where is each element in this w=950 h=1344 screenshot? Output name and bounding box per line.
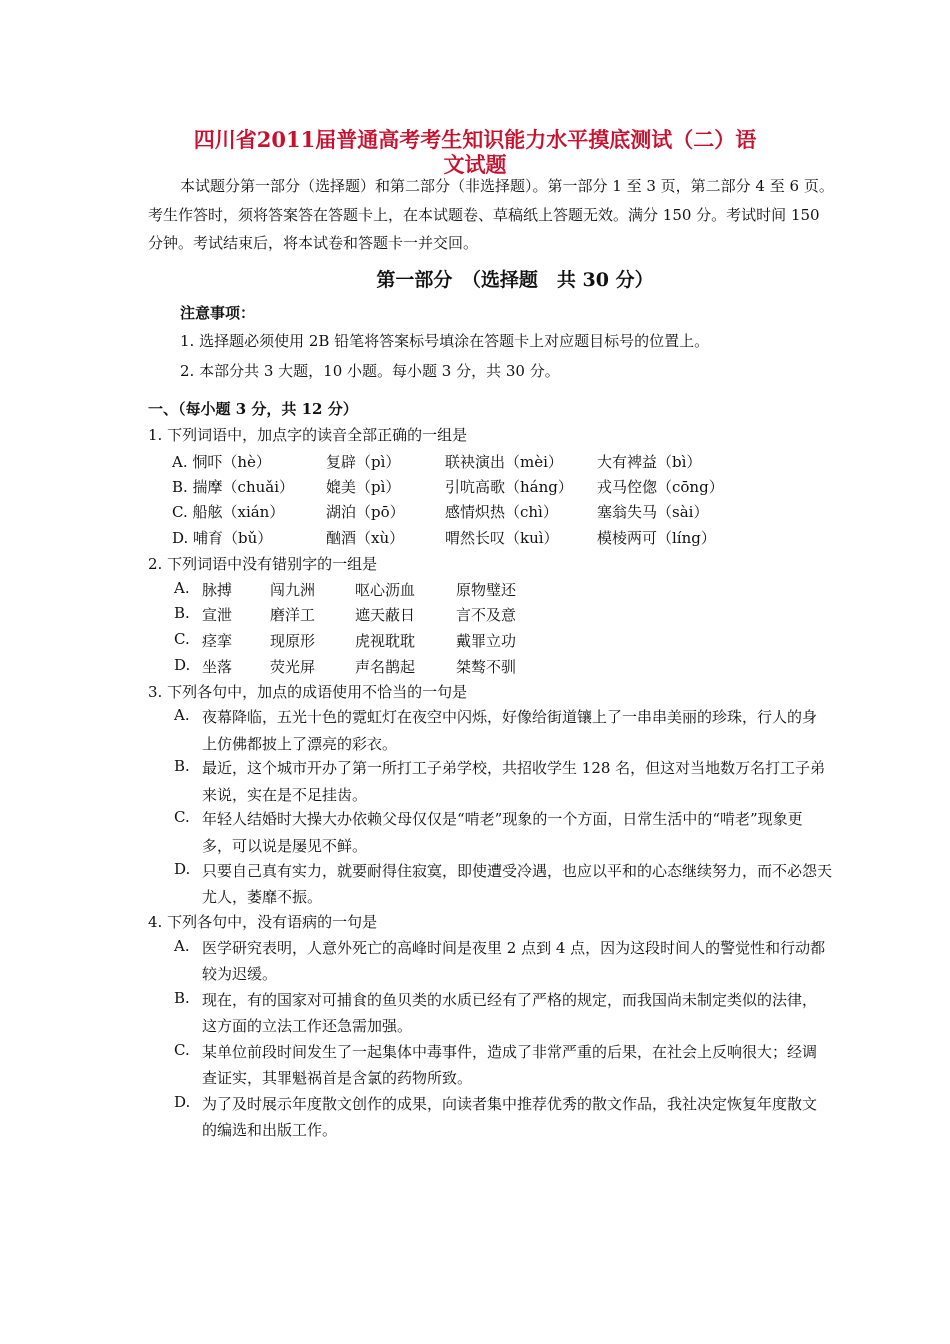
notes-title: 注意事项： — [180, 304, 256, 322]
q2-d-4: 桀骜不驯 — [456, 658, 517, 676]
q3-stem: 3. 下列各句中，加点的成语使用不恰当的一句是 — [148, 683, 468, 701]
q1-stem: 1. 下列词语中，加点字的读音全部正确的一组是 — [148, 426, 468, 444]
q4-b-line1: 现在，有的国家对可捕食的鱼贝类的水质已经有了严格的规定，而我国尚未制定类似的法律， — [202, 991, 818, 1009]
q3-d-line1: 只要自己真有实力，就要耐得住寂寞，即使遭受冷遇，也应以平和的心态继续努力，而不必怨天 — [202, 862, 833, 880]
intro-line-3: 分钟。考试结束后，将本试卷和答题卡一并交回。 — [148, 234, 479, 252]
q4-c-line2: 查证实，其罪魁祸首是含氯的药物所致。 — [202, 1069, 473, 1087]
q3-d-line2: 尤人，萎靡不振。 — [202, 888, 323, 906]
q2-c-2: 现原形 — [270, 632, 316, 650]
q1-c-4: 塞翁失马（sài） — [597, 503, 709, 521]
q3-b-label: B. — [174, 757, 190, 775]
q4-b-label: B. — [174, 989, 190, 1007]
q4-b-line2: 这方面的立法工作还急需加强。 — [202, 1017, 413, 1035]
q3-b-line1: 最近，这个城市开办了第一所打工子弟学校，共招收学生 128 名，但这对当地数万名打工子弟 — [202, 759, 826, 777]
q3-b-line2: 来说，实在是不足挂齿。 — [202, 786, 368, 804]
document-title-line1: 四川省2011届普通高考考生知识能力水平摸底测试（二）语 — [193, 127, 757, 152]
q2-b-1: 宣泄 — [202, 606, 233, 624]
q2-a-label: A. — [174, 579, 190, 597]
intro-line-2: 考生作答时，须将答案答在答题卡上，在本试题卷、草稿纸上答题无效。满分 150 分。考试时间 150 — [148, 206, 820, 224]
q4-stem: 4. 下列各句中，没有语病的一句是 — [148, 913, 378, 931]
q2-b-2: 磨洋工 — [270, 606, 316, 624]
q4-c-label: C. — [174, 1041, 190, 1059]
q2-d-label: D. — [174, 656, 191, 674]
q1-c-3: 感情炽热（chì） — [445, 503, 558, 521]
q2-c-1: 痉挛 — [202, 632, 233, 650]
q2-c-3: 虎视耽耽 — [355, 632, 416, 650]
q4-a-line1: 医学研究表明，人意外死亡的高峰时间是夜里 2 点到 4 点，因为这段时间人的警觉性和行动都 — [202, 939, 826, 957]
q3-a-line1: 夜幕降临，五光十色的霓虹灯在夜空中闪烁，好像给街道镶上了一串串美丽的珍珠，行人的身 — [202, 708, 818, 726]
q1-c-1: C. 船舷（xián） — [172, 503, 285, 521]
q1-b-4: 戎马倥偬（cōng） — [597, 478, 724, 496]
q2-b-3: 遮天蔽日 — [355, 606, 416, 624]
q3-c-line1: 年轻人结婚时大操大办依赖父母仅仅是“啃老”现象的一个方面，日常生活中的“啃老”现象更 — [202, 810, 803, 828]
q2-d-3: 声名鹊起 — [355, 658, 416, 676]
document-title-line2: 文试题 — [443, 152, 507, 177]
q1-a-3: 联袂演出（mèi） — [445, 453, 563, 471]
q3-c-line2: 多，可以说是屡见不鲜。 — [202, 837, 368, 855]
q2-stem: 2. 下列词语中没有错别字的一组是 — [148, 555, 378, 573]
part-one-heading: 第一部分 （选择题 共 30 分） — [376, 269, 654, 291]
q1-a-2: 复辟（pì） — [326, 453, 401, 471]
note-2: 2. 本部分共 3 大题，10 小题。每小题 3 分，共 30 分。 — [180, 362, 560, 380]
q2-d-2: 荧光屏 — [270, 658, 316, 676]
q1-d-3: 喟然长叹（kuì） — [445, 529, 559, 547]
q2-c-label: C. — [174, 630, 190, 648]
intro-line-1: 本试题分第一部分（选择题）和第二部分（非选择题）。第一部分 1 至 3 页，第二部分 4 至 6 页。 — [180, 177, 834, 195]
q1-b-3: 引吭高歌（háng） — [445, 478, 573, 496]
q1-d-2: 酗酒（xù） — [326, 529, 405, 547]
q4-a-label: A. — [174, 937, 190, 955]
section-one-heading: 一、（每小题 3 分，共 12 分） — [148, 400, 358, 418]
q4-d-label: D. — [174, 1093, 191, 1111]
q2-d-1: 坐落 — [202, 658, 233, 676]
q1-c-2: 湖泊（pō） — [326, 503, 405, 521]
q4-c-line1: 某单位前段时间发生了一起集体中毒事件，造成了非常严重的后果，在社会上反响很大；经调 — [202, 1043, 818, 1061]
q1-d-4: 模棱两可（líng） — [597, 529, 716, 547]
q2-a-3: 呕心沥血 — [355, 581, 416, 599]
q4-a-line2: 较为迟缓。 — [202, 965, 278, 983]
q1-a-4: 大有裨益（bì） — [597, 453, 702, 471]
q2-c-4: 戴罪立功 — [456, 632, 517, 650]
q2-b-4: 言不及意 — [456, 606, 517, 624]
q2-a-1: 脉搏 — [202, 581, 233, 599]
q4-d-line2: 的编选和出版工作。 — [202, 1121, 338, 1139]
note-1: 1. 选择题必须使用 2B 铅笔将答案标号填涂在答题卡上对应题目标号的位置上。 — [180, 332, 710, 350]
q1-d-1: D. 哺育（bǔ） — [172, 529, 273, 547]
q2-a-4: 原物璧还 — [456, 581, 517, 599]
q3-d-label: D. — [174, 860, 191, 878]
q3-a-label: A. — [174, 706, 190, 724]
q1-a-1: A. 恫吓（hè） — [172, 453, 271, 471]
q3-a-line2: 上仿佛都披上了漂亮的彩衣。 — [202, 735, 398, 753]
q4-d-line1: 为了及时展示年度散文创作的成果，向读者集中推荐优秀的散文作品，我社决定恢复年度散文 — [202, 1095, 818, 1113]
q2-a-2: 闯九洲 — [270, 581, 316, 599]
q1-b-1: B. 揣摩（chuǎi） — [172, 478, 295, 496]
q2-b-label: B. — [174, 604, 190, 622]
q3-c-label: C. — [174, 808, 190, 826]
q1-b-2: 媲美（pì） — [326, 478, 401, 496]
